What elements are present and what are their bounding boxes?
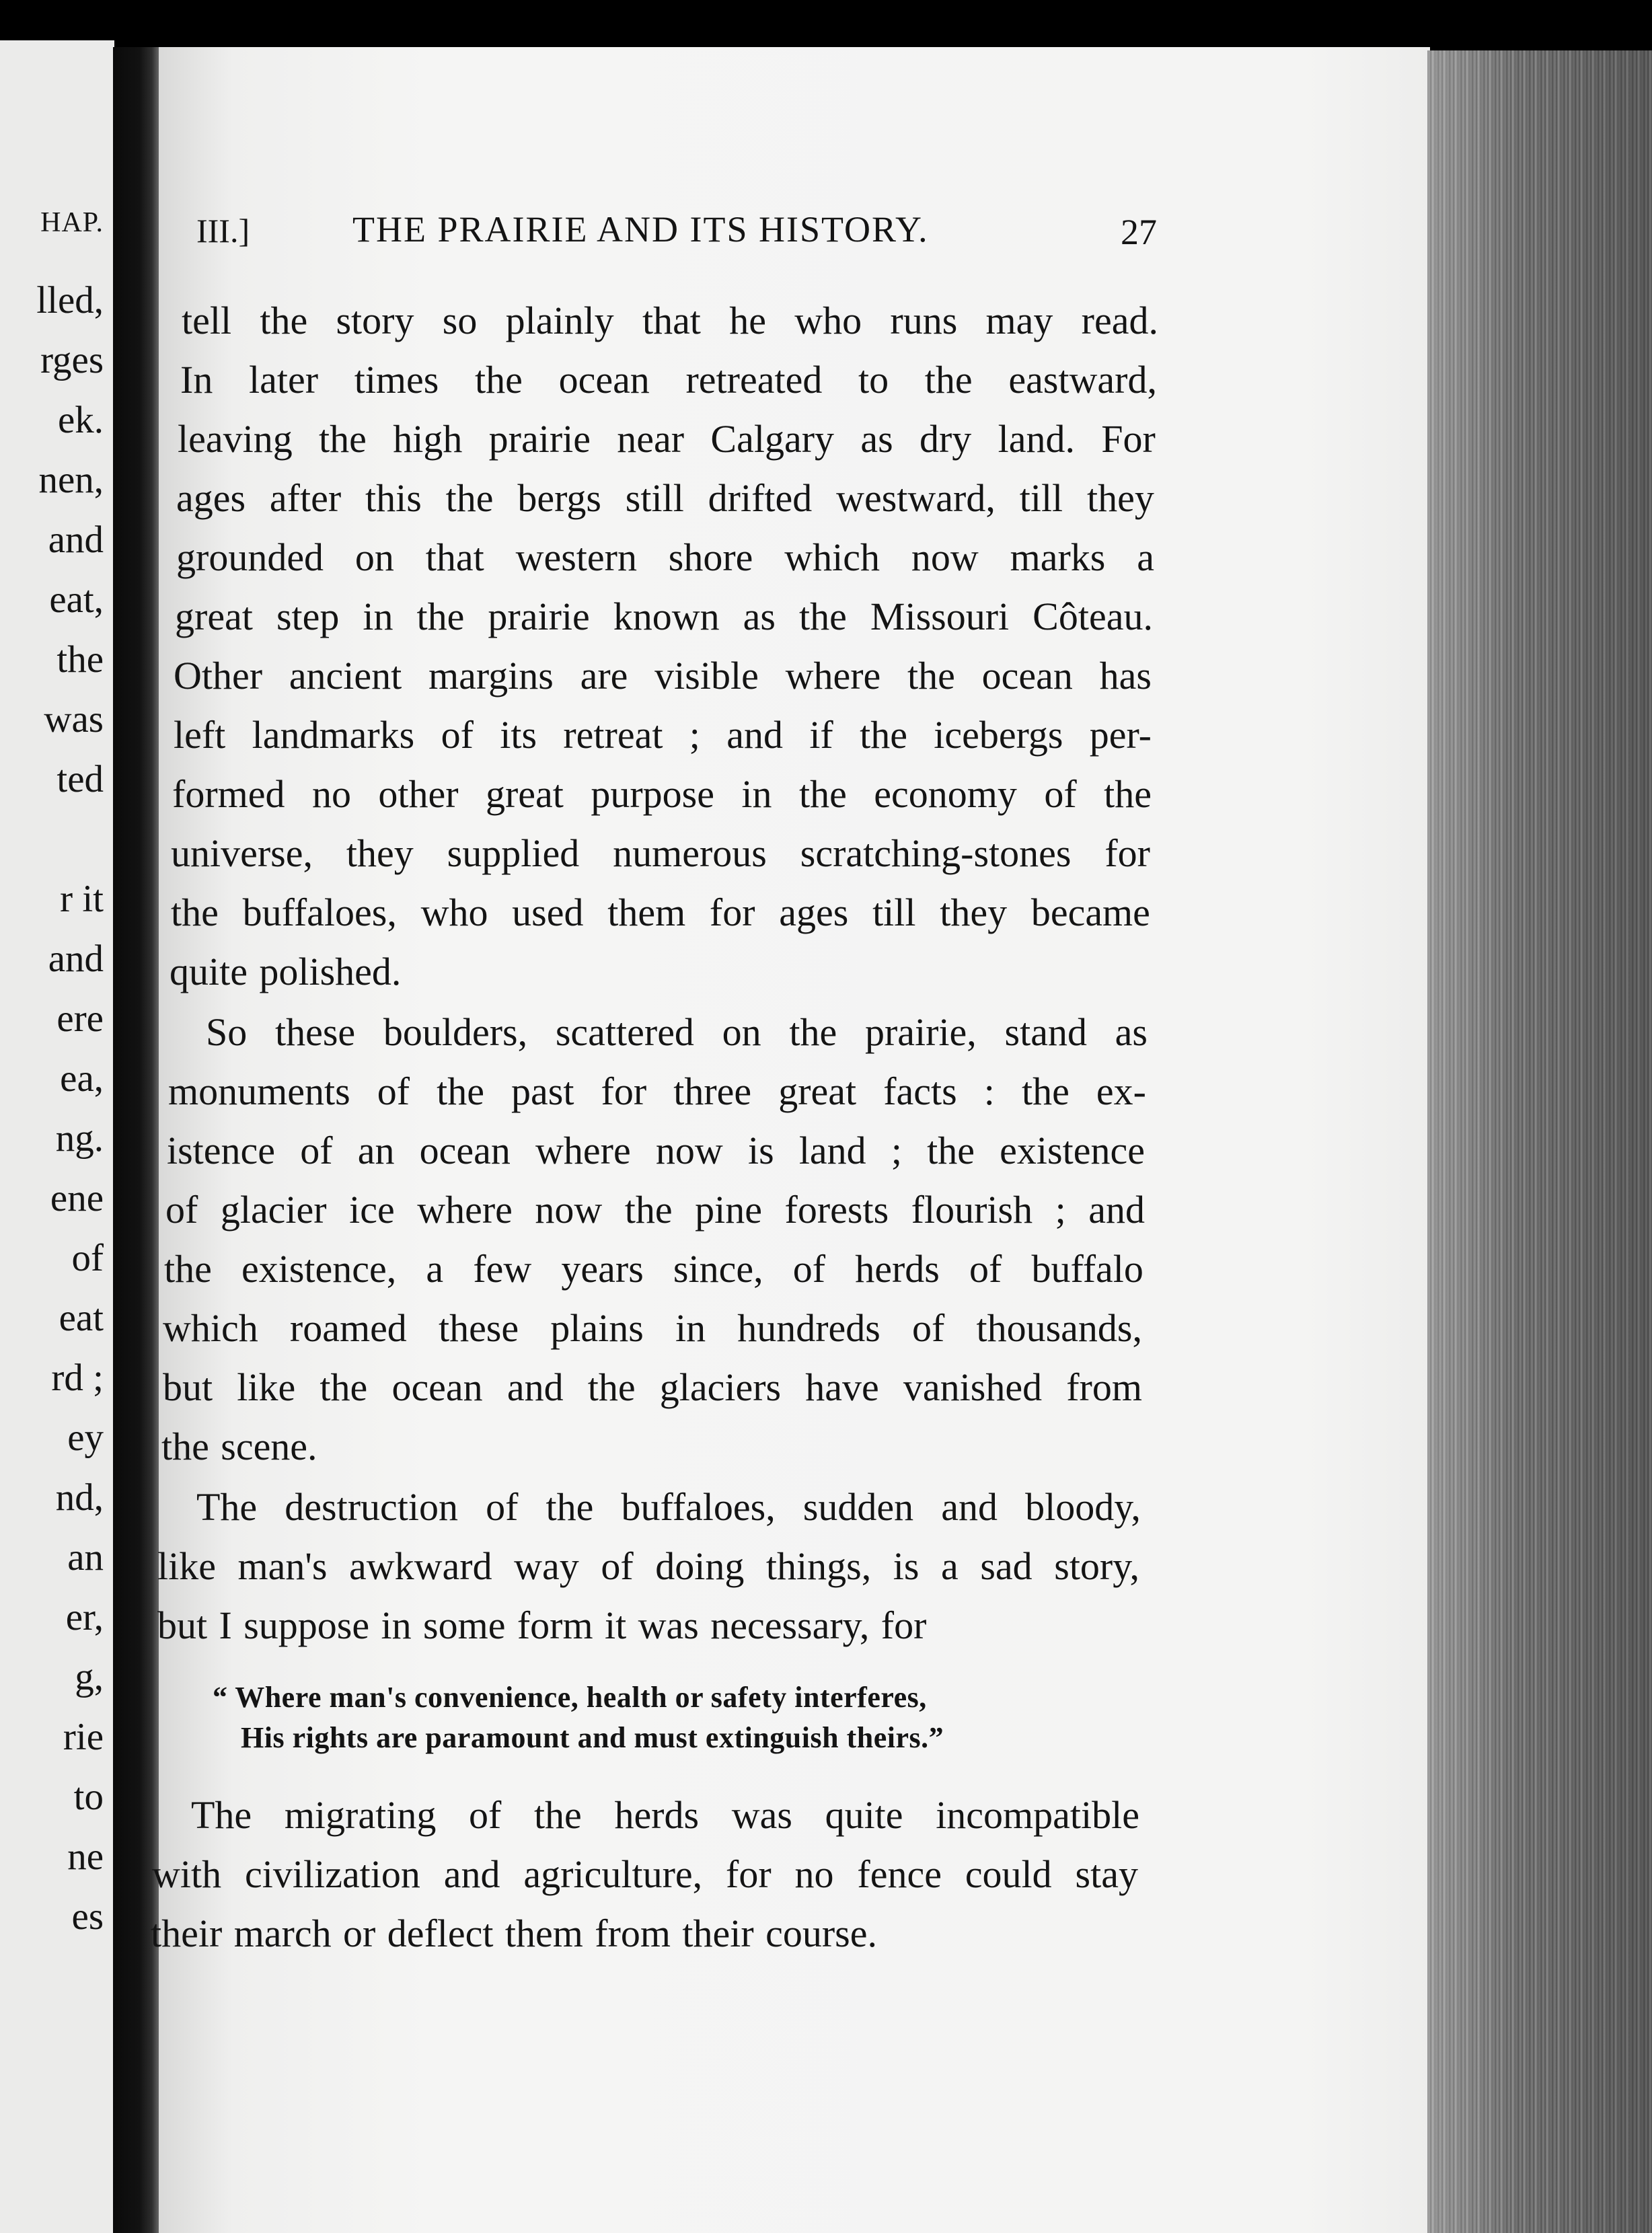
left-page-fragment: and xyxy=(48,938,104,980)
left-page-fragment: an xyxy=(67,1536,104,1579)
left-page-fragment: es xyxy=(71,1895,104,1938)
text-line: The migrating of the herds was quite incompatible xyxy=(191,1793,1139,1837)
text-line: the buffaloes, who used them for ages till they became xyxy=(171,891,1150,934)
text-line: The destruction of the buffaloes, sudden and bloody, xyxy=(196,1485,1141,1529)
text-line: but like the ocean and the glaciers have vanished from xyxy=(163,1365,1142,1409)
text-line: the existence, a few years since, of herds of buffalo xyxy=(164,1247,1143,1291)
running-title: THE PRAIRIE AND ITS HISTORY. xyxy=(352,209,929,250)
page-edges xyxy=(1427,50,1652,2233)
text-line: quite polished. xyxy=(170,950,402,993)
left-page-fragment: ey xyxy=(67,1416,104,1459)
left-page-fragment: rd ; xyxy=(51,1357,104,1399)
text-line: the scene. xyxy=(161,1425,317,1468)
book-gutter xyxy=(113,47,161,2233)
left-page-fragment: er, xyxy=(65,1596,104,1638)
left-page-fragment: ere xyxy=(57,997,104,1040)
left-page-fragment: ted xyxy=(57,758,104,800)
text-line: leaving the high prairie near Calgary as dry land. For xyxy=(178,417,1156,461)
text-line: great step in the prairie known as the Missouri Côteau. xyxy=(175,595,1153,638)
quote-line: “ Where man's convenience, health or safety interferes, xyxy=(213,1681,927,1714)
left-page-fragment: ng. xyxy=(55,1117,104,1160)
left-page-fragment: r it xyxy=(60,878,104,920)
left-page-fragment: ene xyxy=(50,1177,104,1219)
left-page-fragment: HAP. xyxy=(40,207,104,238)
page-number: 27 xyxy=(1121,212,1157,252)
text-line: monuments of the past for three great facts : the ex- xyxy=(168,1069,1146,1113)
text-line: like man's awkward way of doing things, is a sad story, xyxy=(157,1544,1139,1588)
text-line: tell the story so plainly that he who runs may read. xyxy=(182,299,1158,342)
text-line: their march or deflect them from their course. xyxy=(151,1912,877,1955)
text-line: istence of an ocean where now is land ; the existence xyxy=(167,1129,1145,1172)
left-page-fragment: eat, xyxy=(49,578,104,621)
text-line: In later times the ocean retreated to the eastward, xyxy=(180,358,1157,402)
text-line: left landmarks of its retreat ; and if the icebergs per- xyxy=(174,713,1152,757)
text-line: universe, they supplied numerous scratching-stones for xyxy=(171,831,1150,875)
left-page xyxy=(0,40,114,2233)
text-line: formed no other great purpose in the economy of the xyxy=(172,772,1152,816)
left-page-fragment: nen, xyxy=(38,459,104,501)
left-page-fragment: rie xyxy=(63,1716,104,1758)
quote-line: His rights are paramount and must extinguish theirs.” xyxy=(241,1721,944,1754)
text-line: which roamed these plains in hundreds of thousands, xyxy=(163,1306,1142,1350)
left-page-fragment: nd, xyxy=(55,1476,104,1519)
left-page-fragment: eat xyxy=(59,1297,104,1339)
left-page-fragment: g, xyxy=(75,1656,104,1698)
text-line: grounded on that western shore which now marks a xyxy=(176,535,1154,579)
text-line: with civilization and agriculture, for no fence could stay xyxy=(152,1852,1138,1896)
text-line: but I suppose in some form it was necessary, for xyxy=(157,1603,927,1647)
text-line: Other ancient margins are visible where the ocean has xyxy=(174,654,1152,697)
left-page-fragment: to xyxy=(73,1776,104,1818)
left-page-fragment: the xyxy=(57,638,104,681)
left-page-fragment: of xyxy=(71,1237,104,1279)
chapter-marker: III.] xyxy=(196,212,250,250)
left-page-fragment: rges xyxy=(40,339,104,381)
left-page-fragment: ne xyxy=(67,1835,104,1878)
text-line: ages after this the bergs still drifted westward, till they xyxy=(176,476,1154,520)
left-page-fragment: ek. xyxy=(57,399,104,441)
left-page-fragment: was xyxy=(44,698,104,741)
left-page-fragment: ea, xyxy=(60,1057,104,1100)
text-line: of glacier ice where now the pine forests flourish ; and xyxy=(165,1188,1145,1232)
text-line: So these boulders, scattered on the prairie, stand as xyxy=(206,1010,1148,1054)
left-page-fragment: and xyxy=(48,519,104,561)
left-page-fragment: lled, xyxy=(36,279,104,321)
